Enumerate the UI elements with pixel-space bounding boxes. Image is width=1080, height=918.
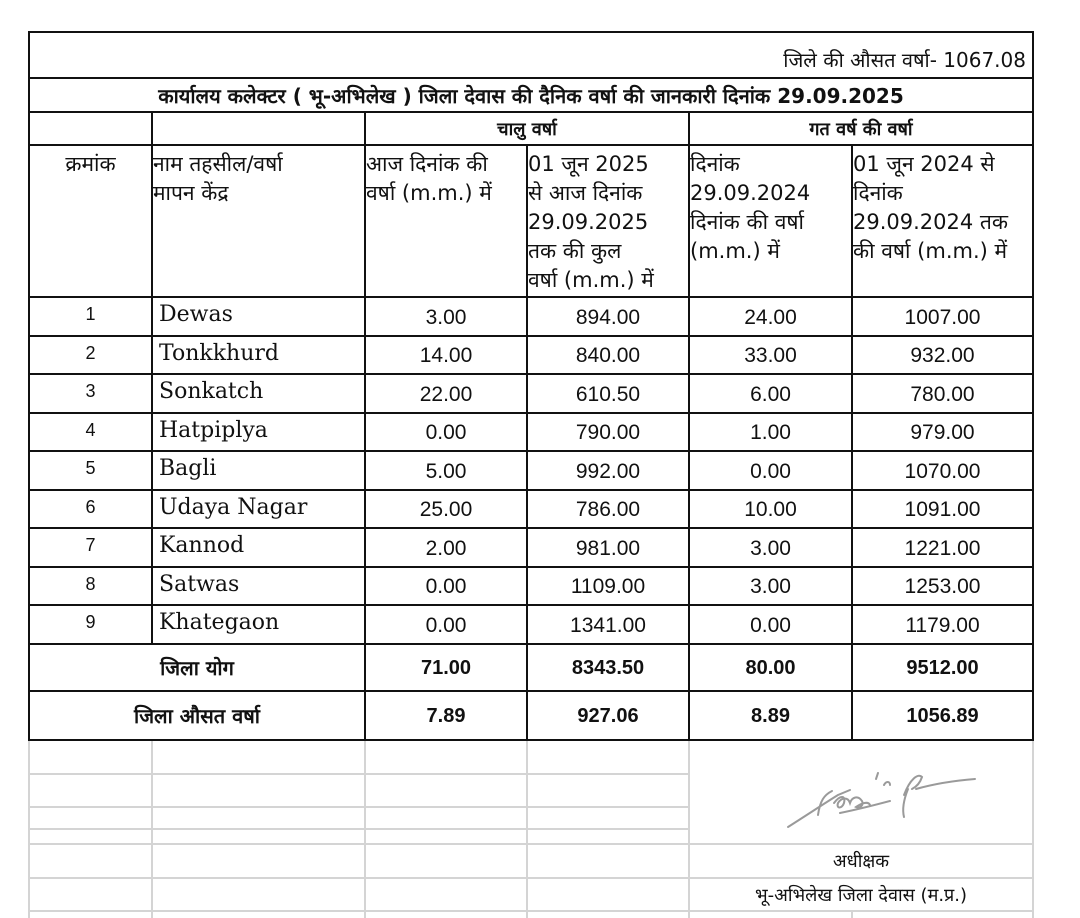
serial-cell: 7 — [85, 535, 96, 555]
today-rainfall-cell: 14.00 — [419, 344, 473, 367]
day-2024-rainfall-cell: 0.00 — [750, 613, 791, 637]
total-today: 71.00 — [420, 657, 472, 679]
total-cumulative-2025: 8343.50 — [571, 657, 645, 679]
serial-cell: 9 — [85, 612, 96, 632]
serial-cell: 2 — [85, 343, 96, 363]
cumulative-2025-cell: 1341.00 — [570, 613, 646, 637]
average-cumulative-2025: 927.06 — [577, 705, 639, 727]
header-line: (m.m.) में — [690, 239, 780, 263]
serial-cell: 5 — [85, 458, 96, 478]
signatory-designation: अधीक्षक — [832, 851, 890, 872]
header-line: वर्षा (m.m.) में — [528, 268, 654, 292]
station-name-cell: Dewas — [159, 302, 233, 327]
average-cumulative-2024: 1056.89 — [906, 705, 979, 727]
cumulative-2025-cell: 790.00 — [575, 421, 641, 444]
cumulative-2024-cell: 1070.00 — [904, 459, 981, 483]
header-line: से आज दिनांक — [528, 181, 643, 205]
header-line: तक की कुल — [528, 239, 622, 263]
header-line: नाम तहसील/वर्षा — [153, 152, 283, 176]
cumulative-2024-cell: 1253.00 — [904, 575, 981, 598]
report-title: कार्यालय कलेक्टर ( भू-अभिलेख ) जिला देवास की दैनिक वर्षा की जानकारी दिनांक 29.09.2025 — [158, 83, 904, 108]
today-rainfall-cell: 5.00 — [425, 459, 467, 483]
serial-cell: 1 — [85, 304, 96, 324]
cumulative-2024-cell: 932.00 — [910, 344, 975, 367]
today-rainfall-cell: 25.00 — [419, 498, 473, 521]
district-average-rainfall: जिले की औसत वर्षा- 1067.08 — [783, 48, 1026, 72]
day-2024-rainfall-cell: 1.00 — [750, 421, 791, 444]
cumulative-2024-cell: 1091.00 — [904, 498, 981, 521]
column-header-cumulative-2024 — [853, 146, 1032, 296]
today-rainfall-cell: 22.00 — [419, 382, 473, 406]
column-header-day-2024 — [690, 146, 851, 296]
header-line: 01 जून 2025 — [528, 152, 649, 176]
cumulative-2024-cell: 979.00 — [910, 421, 975, 444]
column-header-serial — [30, 146, 151, 296]
station-name-cell: Sonkatch — [159, 379, 264, 404]
today-rainfall-cell: 0.00 — [425, 575, 467, 598]
cumulative-2025-cell: 1109.00 — [570, 575, 646, 598]
header-line: की वर्षा (m.m.) में — [853, 239, 1008, 263]
signatory-office: भू-अभिलेख जिला देवास (म.प्र.) — [754, 884, 968, 906]
day-2024-rainfall-cell: 0.00 — [750, 459, 791, 483]
average-label: जिला औसत वर्षा — [134, 704, 260, 728]
header-line: दिनांक — [853, 181, 903, 205]
today-rainfall-cell: 2.00 — [425, 536, 467, 560]
cumulative-2025-cell: 894.00 — [575, 305, 641, 329]
day-2024-rainfall-cell: 6.00 — [750, 382, 791, 406]
day-2024-rainfall-cell: 3.00 — [750, 536, 791, 560]
total-label: जिला योग — [160, 656, 234, 680]
serial-cell: 3 — [85, 381, 96, 401]
station-name-cell: Satwas — [159, 571, 240, 597]
serial-cell: 4 — [85, 420, 96, 440]
cumulative-2024-cell: 1179.00 — [905, 613, 980, 637]
serial-cell: 8 — [85, 574, 96, 594]
station-name-cell: Khategaon — [159, 610, 280, 635]
column-header-today — [366, 146, 526, 296]
station-name-cell: Kannod — [159, 533, 245, 558]
cumulative-2025-cell: 992.00 — [575, 459, 641, 483]
cumulative-2024-cell: 1221.00 — [904, 536, 981, 560]
serial-label: क्रमांक — [65, 152, 116, 176]
cumulative-2025-cell: 840.00 — [575, 344, 641, 367]
header-line: आज दिनांक की — [366, 152, 488, 176]
header-line: दिनांक — [690, 152, 740, 176]
station-name-cell: Bagli — [159, 456, 217, 481]
header-line: वर्षा (m.m.) में — [366, 181, 492, 205]
today-rainfall-cell: 0.00 — [425, 613, 467, 637]
serial-cell: 6 — [85, 497, 96, 517]
day-2024-rainfall-cell: 33.00 — [744, 344, 797, 367]
station-name-cell: Tonkkhurd — [159, 340, 279, 366]
header-line: 29.09.2024 तक — [853, 210, 1009, 234]
current-year-header: चालु वर्षा — [497, 118, 557, 140]
cumulative-2025-cell: 610.50 — [575, 382, 641, 406]
cumulative-2025-cell: 981.00 — [575, 536, 641, 560]
station-name-cell: Hatpiplya — [159, 417, 268, 443]
total-cumulative-2024: 9512.00 — [906, 657, 979, 679]
day-2024-rainfall-cell: 10.00 — [744, 498, 797, 521]
cumulative-2024-cell: 1007.00 — [904, 305, 981, 329]
day-2024-rainfall-cell: 24.00 — [744, 305, 797, 329]
today-rainfall-cell: 0.00 — [425, 421, 467, 444]
column-header-name — [153, 146, 364, 296]
total-day-2024: 80.00 — [745, 657, 796, 679]
station-name-cell: Udaya Nagar — [159, 494, 308, 520]
cumulative-2024-cell: 780.00 — [910, 382, 975, 406]
day-2024-rainfall-cell: 3.00 — [750, 575, 791, 598]
cumulative-2025-cell: 786.00 — [575, 498, 641, 521]
header-line: 29.09.2025 — [528, 210, 649, 234]
signature-image — [780, 765, 980, 835]
header-line: मापन केंद्र — [153, 181, 229, 205]
header-line: दिनांक की वर्षा — [690, 210, 804, 234]
last-year-header: गत वर्ष की वर्षा — [809, 118, 913, 140]
header-line: 29.09.2024 — [690, 181, 811, 205]
header-line: 01 जून 2024 से — [853, 152, 995, 176]
column-header-cumulative-2025 — [528, 146, 688, 296]
average-day-2024: 8.89 — [751, 705, 790, 727]
today-rainfall-cell: 3.00 — [425, 305, 467, 329]
average-today: 7.89 — [426, 705, 466, 727]
